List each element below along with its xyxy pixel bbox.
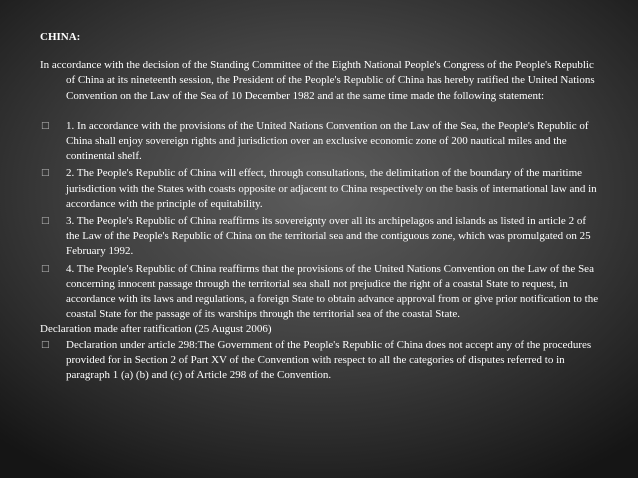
- slide-content: [40, 30, 602, 383]
- bullet-icon: □: [41, 168, 50, 179]
- statement-point-1: [40, 119, 602, 165]
- declaration-point-text: Declaration under article 298:The Government of the People's Republic of China does not accept any of the procedures provided for in Section 2 of Part XV of the Convention with respect to all the categories of disputes referred to in paragraph 1 (a) (b) and (c) of Article 298 of the Convention.: [66, 338, 592, 382]
- statement-point-2: [40, 166, 602, 212]
- intro-paragraph: In accordance with the decision of the Standing Committee of the Eighth National People's Congress of the People's Republic of China at its nineteenth session, the President of the People's Republic of China has hereby ratified the United Nations Convention on the Law of the Sea of 10 December 1982 and at the same time made the following statement:: [40, 59, 595, 102]
- statement-point-text: 2. The People's Republic of China will effect, through consultations, the delimitation of the boundary of the maritime jurisdiction with the States with coasts opposite or adjacent to China respectively on the basis of international law and in accordance with the principle of equitability.: [66, 167, 597, 210]
- statement-point-4: [40, 262, 602, 323]
- statement-point-text: 1. In accordance with the provisions of the United Nations Convention on the Law of the Sea, the People's Republic of China shall enjoy sovereign rights and jurisdiction over an exclusive economic zone of 200 nautical miles and the continental shelf.: [66, 119, 589, 163]
- statement-point-text: 3. The People's Republic of China reaffirms its sovereignty over all its archipelagos and islands as listed in article 2 of the Law of the People's Republic of China on the territorial sea and the contiguous zone, which was promulgated on 25 February 1992.: [66, 215, 591, 258]
- statement-point-3: [40, 214, 602, 260]
- bullet-icon: □: [41, 120, 50, 131]
- declaration-point: [40, 338, 602, 384]
- bullet-icon: □: [41, 339, 50, 350]
- bullet-icon: □: [41, 216, 50, 227]
- country-heading: CHINA:: [40, 31, 81, 43]
- bullet-icon: □: [41, 263, 50, 274]
- statement-point-text: 4. The People's Republic of China reaffirms that the provisions of the United Nations Convention on the Law of the Sea concerning innocent passage through the territorial sea shall not prejudice the right of a coastal State to request, in accordance with its laws and regulations, a foreign State to obtain advance approval from or give prior notification to the coastal State for the passage of its warships through the territorial sea of the coastal State.: [66, 262, 599, 321]
- declaration-heading: Declaration made after ratification (25 August 2006): [40, 323, 272, 336]
